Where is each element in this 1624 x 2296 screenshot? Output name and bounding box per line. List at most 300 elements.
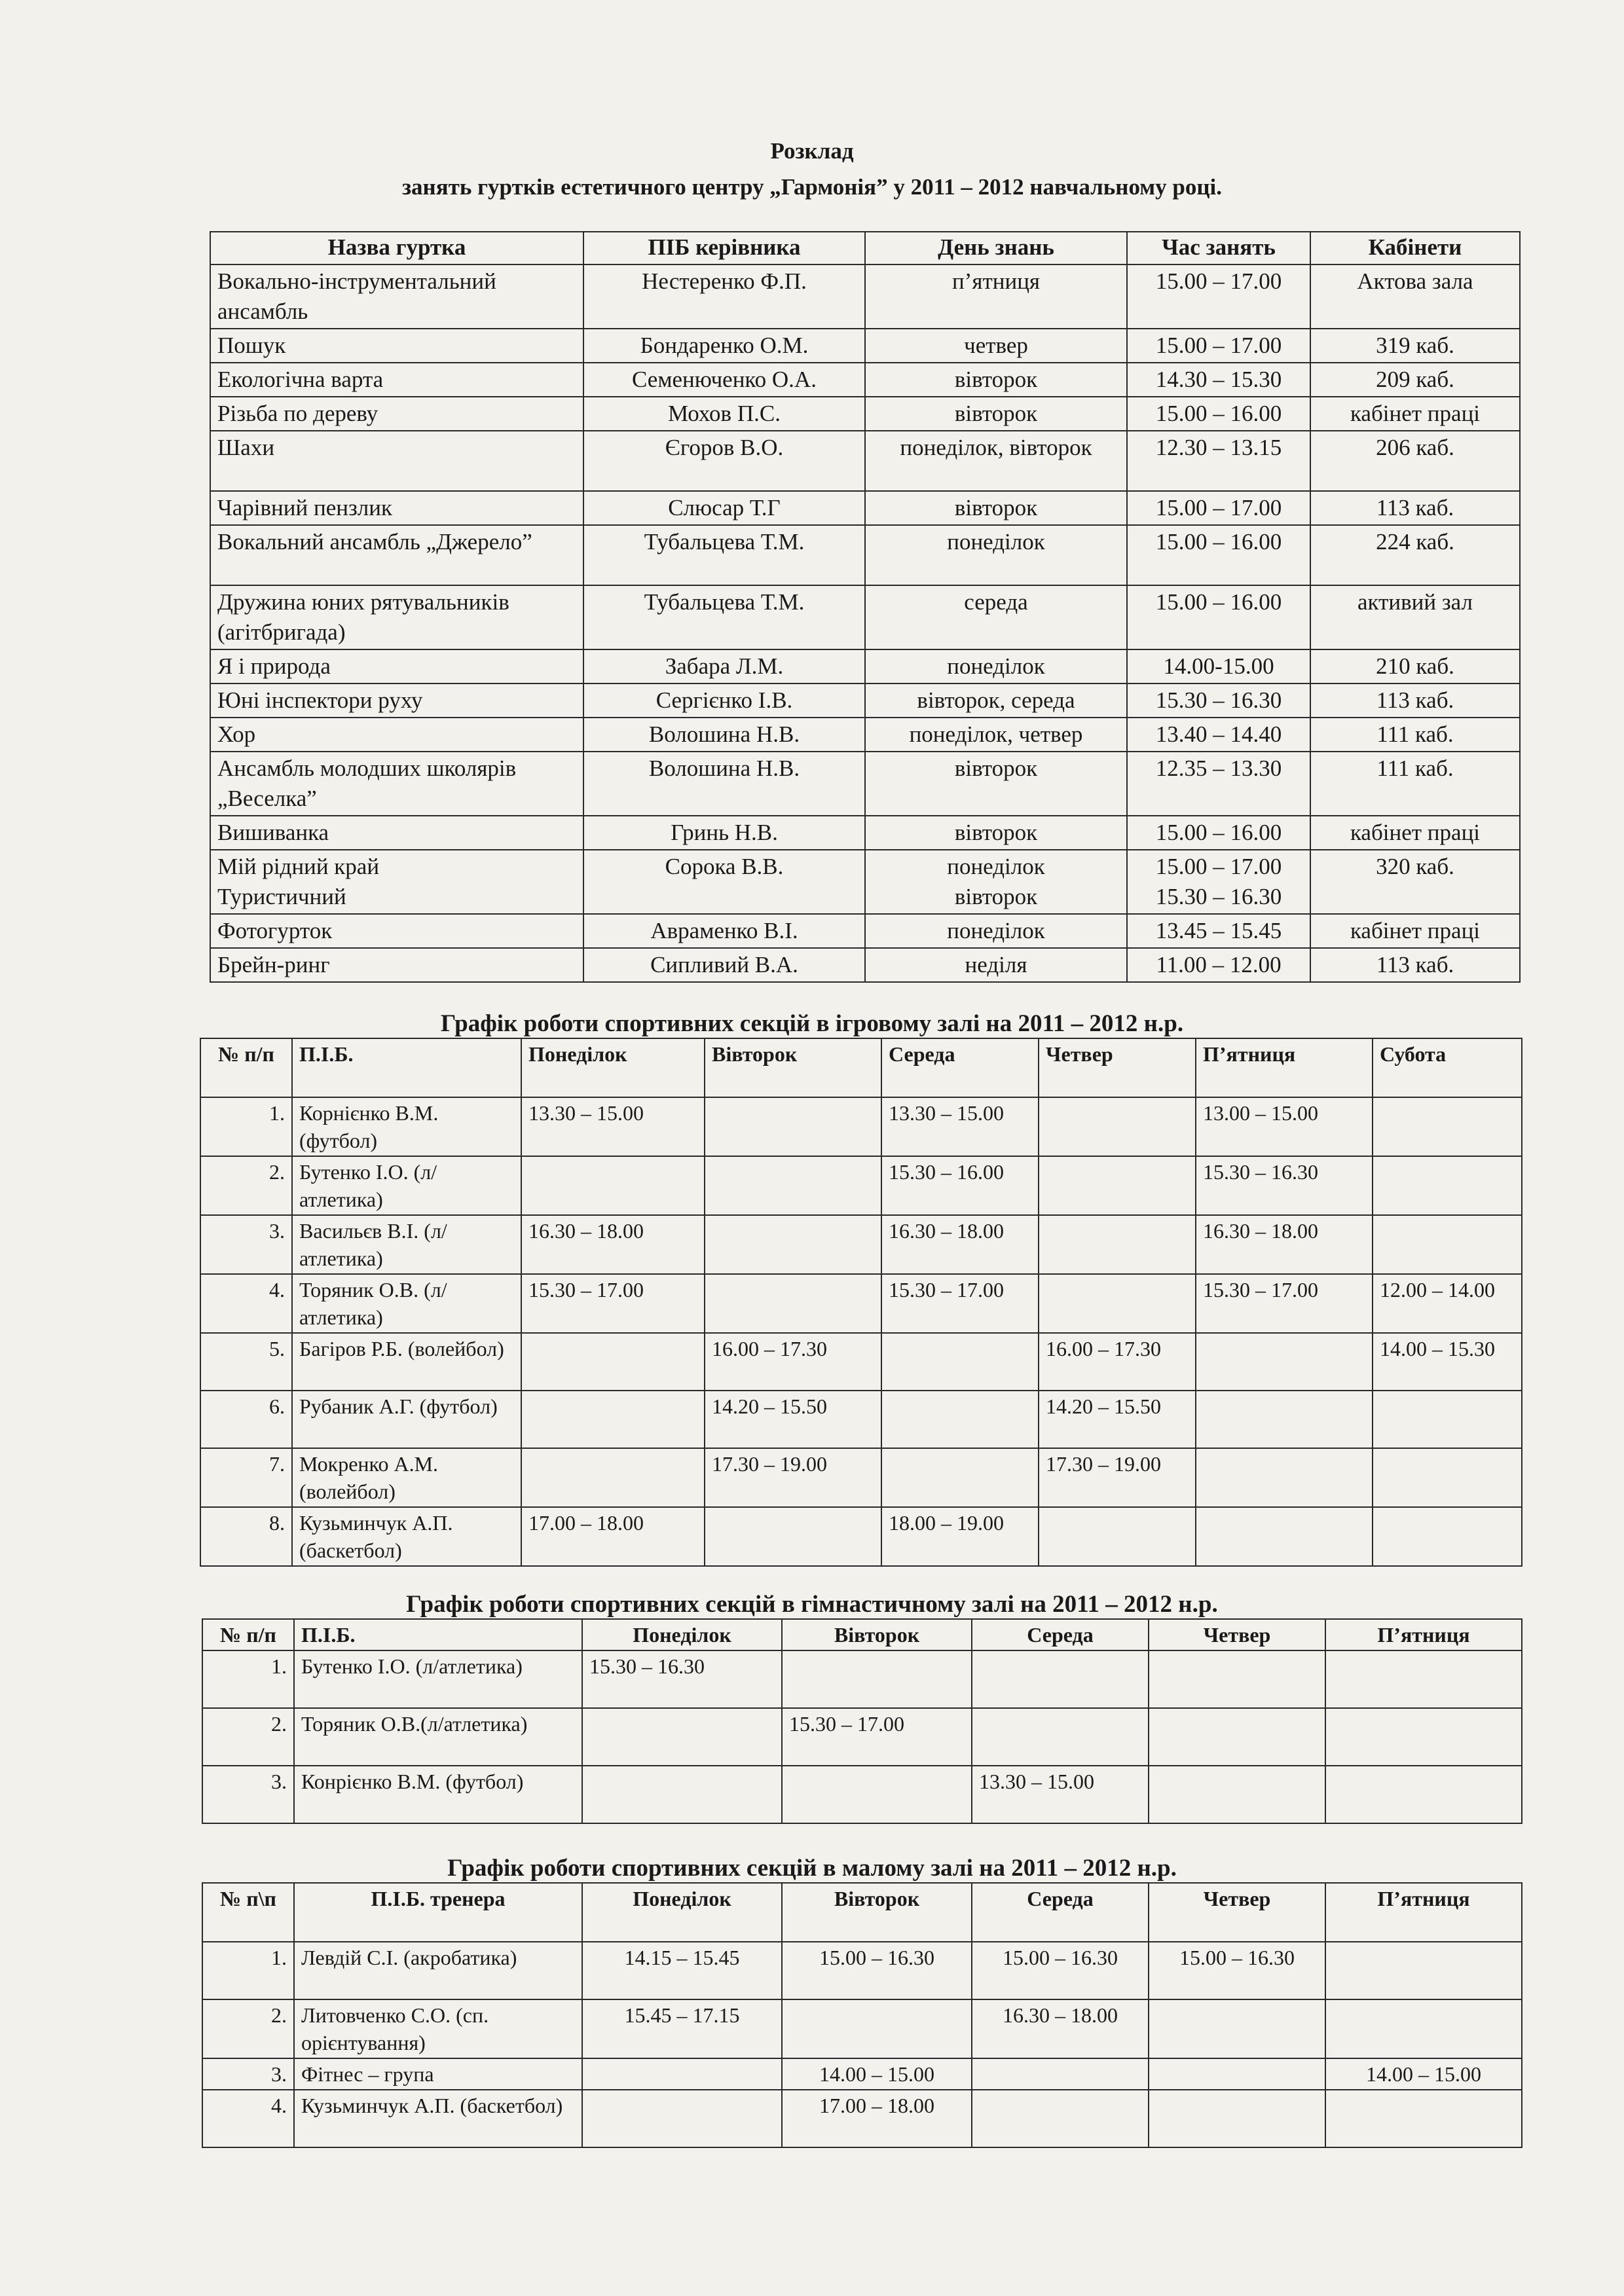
time-slot bbox=[582, 1708, 782, 1766]
name-text: Екологічна варта bbox=[217, 367, 384, 392]
cell-day bbox=[865, 329, 1127, 363]
leader-text: Волошина Н.В. bbox=[648, 721, 800, 747]
cell-room bbox=[1310, 649, 1520, 683]
row-number: 1. bbox=[202, 1650, 294, 1708]
cell-leader bbox=[583, 363, 865, 397]
table-header-row bbox=[210, 232, 1520, 264]
column-header: Понеділок bbox=[582, 1883, 782, 1942]
time-slot: 15.45 – 17.15 bbox=[582, 1999, 782, 2058]
column-header: Четвер bbox=[1039, 1038, 1196, 1097]
time-slot: 14.15 – 15.45 bbox=[582, 1942, 782, 1999]
room-text: 111 каб. bbox=[1376, 721, 1454, 747]
leader-text: Сорока В.В. bbox=[665, 854, 784, 879]
cell-room bbox=[1310, 914, 1520, 948]
time-text: 14.30 – 15.30 bbox=[1155, 367, 1282, 392]
table-header-row bbox=[200, 1038, 1522, 1097]
time-slot: 13.00 – 15.00 bbox=[1196, 1097, 1373, 1156]
column-header: Кабінети bbox=[1310, 232, 1520, 264]
time-slot bbox=[705, 1097, 881, 1156]
table-row bbox=[210, 649, 1520, 683]
time-slot: 14.00 – 15.00 bbox=[782, 2058, 972, 2090]
table-row bbox=[200, 1274, 1522, 1333]
day-text: вівторок bbox=[954, 367, 1038, 392]
cell-name bbox=[210, 329, 583, 363]
table-row bbox=[202, 1766, 1522, 1823]
row-number: 1. bbox=[200, 1097, 292, 1156]
time-slot bbox=[1039, 1215, 1196, 1274]
time-slot bbox=[782, 1999, 972, 2058]
table-row bbox=[210, 718, 1520, 752]
time-slot: 16.30 – 18.00 bbox=[521, 1215, 705, 1274]
cell-time bbox=[1127, 363, 1310, 397]
cell-time bbox=[1127, 752, 1310, 816]
column-header: № п\п bbox=[202, 1883, 294, 1942]
cell-room bbox=[1310, 850, 1520, 914]
day-text: вівторок bbox=[954, 401, 1038, 426]
document-title: Розклад bbox=[770, 138, 854, 164]
room-text: 224 каб. bbox=[1376, 529, 1454, 555]
coach-name: Кузьминчук А.П. (баскетбол) bbox=[292, 1507, 521, 1566]
cell-leader bbox=[583, 431, 865, 491]
cell-name bbox=[210, 525, 583, 585]
row-number: 8. bbox=[200, 1507, 292, 1566]
time-slot bbox=[705, 1156, 881, 1215]
leader-text: Волошина Н.В. bbox=[648, 756, 800, 781]
table-row bbox=[202, 2090, 1522, 2147]
cell-day bbox=[865, 948, 1127, 982]
time-slot bbox=[881, 1391, 1039, 1448]
time-slot: 15.30 – 17.00 bbox=[1196, 1274, 1373, 1333]
gym-hall-heading: Графік роботи спортивних секцій в гімнастичному залі на 2011 – 2012 н.р. bbox=[406, 1591, 1218, 1618]
name-text: Фотогурток bbox=[217, 918, 333, 943]
time-slot: 15.30 – 17.00 bbox=[782, 1708, 972, 1766]
time-slot: 16.30 – 18.00 bbox=[1196, 1215, 1373, 1274]
time-slot bbox=[881, 1333, 1039, 1391]
time-slot bbox=[1325, 2090, 1522, 2147]
table-row bbox=[210, 752, 1520, 816]
name-text: Різьба по дереву bbox=[217, 401, 378, 426]
leader-text: Семенюченко О.А. bbox=[632, 367, 817, 392]
column-header: Вівторок bbox=[782, 1619, 972, 1650]
table-header-row bbox=[202, 1883, 1522, 1942]
column-header: № п/п bbox=[202, 1619, 294, 1650]
column-header: Понеділок bbox=[521, 1038, 705, 1097]
column-header: П.І.Б. bbox=[292, 1038, 521, 1097]
coach-name: Васильєв В.І. (л/атлетика) bbox=[292, 1215, 521, 1274]
time-slot bbox=[1149, 2058, 1325, 2090]
row-number: 3. bbox=[202, 1766, 294, 1823]
time-slot bbox=[1149, 1650, 1325, 1708]
coach-name: Бутенко І.О. (л/атлетика) bbox=[292, 1156, 521, 1215]
time-slot: 14.20 – 15.50 bbox=[705, 1391, 881, 1448]
cell-name bbox=[210, 816, 583, 850]
time-slot: 17.30 – 19.00 bbox=[1039, 1448, 1196, 1507]
day-text: середа bbox=[964, 589, 1028, 615]
time-text: 12.30 – 13.15 bbox=[1155, 435, 1282, 460]
cell-day bbox=[865, 683, 1127, 718]
row-number: 1. bbox=[202, 1942, 294, 1999]
time-slot bbox=[1325, 1942, 1522, 1999]
day-text: вівторок bbox=[954, 495, 1038, 520]
coach-name: Багіров Р.Б. (волейбол) bbox=[292, 1333, 521, 1391]
time-text: 13.40 – 14.40 bbox=[1155, 721, 1282, 747]
time-slot: 15.30 – 16.00 bbox=[881, 1156, 1039, 1215]
leader-text: Авраменко В.І. bbox=[650, 918, 798, 943]
table-row bbox=[210, 329, 1520, 363]
cell-time bbox=[1127, 816, 1310, 850]
time-slot: 12.00 – 14.00 bbox=[1373, 1274, 1522, 1333]
table-row bbox=[200, 1391, 1522, 1448]
cell-time bbox=[1127, 718, 1310, 752]
day-text: понеділок bbox=[947, 653, 1045, 679]
coach-name: Торяник О.В. (л/атлетика) bbox=[292, 1274, 521, 1333]
cell-room bbox=[1310, 525, 1520, 585]
column-header: П’ятниця bbox=[1325, 1883, 1522, 1942]
day-text-second: вівторок bbox=[954, 884, 1038, 909]
time-slot: 14.00 – 15.00 bbox=[1325, 2058, 1522, 2090]
cell-room bbox=[1310, 948, 1520, 982]
cell-name bbox=[210, 431, 583, 491]
time-slot: 13.30 – 15.00 bbox=[972, 1766, 1149, 1823]
cell-time bbox=[1127, 585, 1310, 649]
column-header: П’ятниця bbox=[1196, 1038, 1373, 1097]
cell-room bbox=[1310, 431, 1520, 491]
table-row bbox=[210, 683, 1520, 718]
cell-day bbox=[865, 718, 1127, 752]
room-text: 209 каб. bbox=[1376, 367, 1454, 392]
time-slot bbox=[582, 2090, 782, 2147]
cell-day bbox=[865, 914, 1127, 948]
leader-text: Тубальцева Т.М. bbox=[644, 529, 805, 555]
column-header: Час занять bbox=[1127, 232, 1310, 264]
column-header: Понеділок bbox=[582, 1619, 782, 1650]
time-slot: 16.00 – 17.30 bbox=[1039, 1333, 1196, 1391]
time-text: 15.00 – 16.00 bbox=[1155, 820, 1282, 845]
table-header-row bbox=[202, 1619, 1522, 1650]
name-text: Дружина юних рятувальників (агітбригада) bbox=[217, 589, 509, 645]
table-row bbox=[210, 850, 1520, 914]
row-number: 2. bbox=[202, 1999, 294, 2058]
cell-name bbox=[210, 264, 583, 329]
column-header: ПІБ керівника bbox=[583, 232, 865, 264]
small-hall-heading: Графік роботи спортивних секцій в малому залі на 2011 – 2012 н.р. bbox=[447, 1855, 1177, 1882]
time-slot bbox=[1196, 1507, 1373, 1566]
table-row bbox=[210, 585, 1520, 649]
cell-leader bbox=[583, 525, 865, 585]
time-slot: 13.30 – 15.00 bbox=[521, 1097, 705, 1156]
time-slot bbox=[1039, 1274, 1196, 1333]
cell-time bbox=[1127, 948, 1310, 982]
row-number: 2. bbox=[202, 1708, 294, 1766]
name-text: Шахи bbox=[217, 435, 275, 460]
room-text: кабінет праці bbox=[1350, 401, 1481, 426]
cell-time bbox=[1127, 649, 1310, 683]
table-row bbox=[200, 1215, 1522, 1274]
column-header: П.І.Б. bbox=[294, 1619, 582, 1650]
time-text: 15.00 – 16.00 bbox=[1155, 401, 1282, 426]
cell-time bbox=[1127, 683, 1310, 718]
time-slot bbox=[705, 1274, 881, 1333]
column-header: № п/п bbox=[200, 1038, 292, 1097]
cell-day bbox=[865, 264, 1127, 329]
table-row bbox=[202, 1650, 1522, 1708]
cell-day bbox=[865, 525, 1127, 585]
time-slot bbox=[1039, 1097, 1196, 1156]
time-slot bbox=[1373, 1215, 1522, 1274]
game-hall-heading: Графік роботи спортивних секцій в ігровому залі на 2011 – 2012 н.р. bbox=[440, 1010, 1184, 1037]
time-text: 15.00 – 17.00 bbox=[1155, 495, 1282, 520]
table-row bbox=[200, 1097, 1522, 1156]
day-text: понеділок, четвер bbox=[909, 721, 1083, 747]
cell-day bbox=[865, 752, 1127, 816]
cell-day bbox=[865, 816, 1127, 850]
room-text: 113 каб. bbox=[1376, 687, 1454, 713]
game-hall-table bbox=[200, 1038, 1522, 1567]
small-hall-table bbox=[202, 1882, 1522, 2148]
time-slot bbox=[881, 1448, 1039, 1507]
clubs-schedule-table bbox=[210, 231, 1521, 983]
time-slot: 16.30 – 18.00 bbox=[972, 1999, 1149, 2058]
name-text: Брейн-ринг bbox=[217, 952, 330, 977]
cell-leader bbox=[583, 816, 865, 850]
column-header: Вівторок bbox=[782, 1883, 972, 1942]
column-header: Вівторок bbox=[705, 1038, 881, 1097]
column-header: Четвер bbox=[1149, 1883, 1325, 1942]
cell-day bbox=[865, 850, 1127, 914]
cell-leader bbox=[583, 914, 865, 948]
time-slot bbox=[972, 1650, 1149, 1708]
cell-time bbox=[1127, 491, 1310, 525]
cell-leader bbox=[583, 329, 865, 363]
time-slot bbox=[1373, 1391, 1522, 1448]
row-number: 5. bbox=[200, 1333, 292, 1391]
cell-leader bbox=[583, 683, 865, 718]
cell-leader bbox=[583, 948, 865, 982]
cell-name bbox=[210, 850, 583, 914]
cell-name bbox=[210, 683, 583, 718]
time-slot bbox=[1325, 1650, 1522, 1708]
row-number: 6. bbox=[200, 1391, 292, 1448]
time-slot bbox=[582, 1766, 782, 1823]
coach-name: Кузьминчук А.П. (баскетбол) bbox=[294, 2090, 582, 2147]
cell-day bbox=[865, 397, 1127, 431]
cell-name bbox=[210, 914, 583, 948]
time-text: 15.00 – 17.00 bbox=[1155, 268, 1282, 294]
table-row bbox=[200, 1448, 1522, 1507]
cell-time bbox=[1127, 264, 1310, 329]
time-slot: 15.30 – 17.00 bbox=[521, 1274, 705, 1333]
day-text: вівторок bbox=[954, 756, 1038, 781]
table-row bbox=[202, 1999, 1522, 2058]
time-slot bbox=[1325, 1999, 1522, 2058]
cell-day bbox=[865, 491, 1127, 525]
time-slot: 17.30 – 19.00 bbox=[705, 1448, 881, 1507]
time-slot: 18.00 – 19.00 bbox=[881, 1507, 1039, 1566]
leader-text: Мохов П.С. bbox=[668, 401, 781, 426]
time-slot bbox=[1149, 1766, 1325, 1823]
time-slot bbox=[1039, 1507, 1196, 1566]
table-row bbox=[202, 2058, 1522, 2090]
cell-leader bbox=[583, 491, 865, 525]
cell-room bbox=[1310, 718, 1520, 752]
time-text: 14.00-15.00 bbox=[1163, 653, 1274, 679]
cell-room bbox=[1310, 363, 1520, 397]
name-text: Вокально-інструментальний ансамбль bbox=[217, 268, 496, 324]
time-slot bbox=[705, 1507, 881, 1566]
leader-text: Тубальцева Т.М. bbox=[644, 589, 805, 615]
day-text: вівторок bbox=[954, 820, 1038, 845]
leader-text: Сипливий В.А. bbox=[650, 952, 798, 977]
cell-room bbox=[1310, 683, 1520, 718]
table-row bbox=[210, 816, 1520, 850]
time-slot: 15.00 – 16.30 bbox=[972, 1942, 1149, 1999]
time-slot bbox=[1373, 1097, 1522, 1156]
time-slot: 14.20 – 15.50 bbox=[1039, 1391, 1196, 1448]
time-text: 15.00 – 17.00 bbox=[1155, 333, 1282, 358]
name-text: Чарівний пензлик bbox=[217, 495, 392, 520]
time-slot: 17.00 – 18.00 bbox=[521, 1507, 705, 1566]
column-header: Субота bbox=[1373, 1038, 1522, 1097]
time-slot: 17.00 – 18.00 bbox=[782, 2090, 972, 2147]
time-slot bbox=[782, 1766, 972, 1823]
time-slot bbox=[972, 2090, 1149, 2147]
time-slot bbox=[1149, 2090, 1325, 2147]
time-slot bbox=[782, 1650, 972, 1708]
row-number: 7. bbox=[200, 1448, 292, 1507]
cell-room bbox=[1310, 816, 1520, 850]
room-text: Актова зала bbox=[1357, 268, 1473, 294]
table-row bbox=[200, 1156, 1522, 1215]
cell-day bbox=[865, 649, 1127, 683]
cell-leader bbox=[583, 585, 865, 649]
time-slot bbox=[972, 1708, 1149, 1766]
time-slot: 15.30 – 17.00 bbox=[881, 1274, 1039, 1333]
time-slot bbox=[1325, 1708, 1522, 1766]
column-header: Четвер bbox=[1149, 1619, 1325, 1650]
day-text: понеділок, вівторок bbox=[900, 435, 1092, 460]
time-slot bbox=[582, 2058, 782, 2090]
cell-time bbox=[1127, 914, 1310, 948]
leader-text: Єгоров В.О. bbox=[665, 435, 784, 460]
time-slot bbox=[1196, 1333, 1373, 1391]
cell-leader bbox=[583, 649, 865, 683]
name-text: Вокальний ансамбль „Джерело” bbox=[217, 529, 532, 555]
time-slot bbox=[521, 1333, 705, 1391]
time-slot bbox=[1373, 1507, 1522, 1566]
time-slot bbox=[1039, 1156, 1196, 1215]
time-slot: 15.30 – 16.30 bbox=[1196, 1156, 1373, 1215]
cell-leader bbox=[583, 752, 865, 816]
column-header: День знань bbox=[865, 232, 1127, 264]
coach-name: Бутенко І.О. (л/атлетика) bbox=[294, 1650, 582, 1708]
row-number: 4. bbox=[202, 2090, 294, 2147]
name-text: Хор bbox=[217, 721, 256, 747]
time-slot bbox=[1373, 1156, 1522, 1215]
day-text: четвер bbox=[964, 333, 1028, 358]
room-text: активий зал bbox=[1357, 589, 1473, 615]
cell-room bbox=[1310, 585, 1520, 649]
row-number: 3. bbox=[200, 1215, 292, 1274]
time-text: 15.30 – 16.30 bbox=[1155, 687, 1282, 713]
room-text: 210 каб. bbox=[1376, 653, 1454, 679]
leader-text: Слюсар Т.Г bbox=[668, 495, 781, 520]
time-slot: 13.30 – 15.00 bbox=[881, 1097, 1039, 1156]
time-text: 15.00 – 16.00 bbox=[1155, 589, 1282, 615]
day-text: понеділок bbox=[947, 529, 1045, 555]
day-text: неділя bbox=[965, 952, 1027, 977]
time-slot bbox=[1196, 1448, 1373, 1507]
time-slot bbox=[521, 1156, 705, 1215]
time-slot bbox=[1373, 1448, 1522, 1507]
table-row bbox=[210, 525, 1520, 585]
day-text: п’ятниця bbox=[951, 268, 1041, 294]
leader-text: Нестеренко Ф.П. bbox=[642, 268, 807, 294]
time-slot bbox=[972, 2058, 1149, 2090]
document-subtitle: занять гуртків естетичного центру „Гармонія” у 2011 – 2012 навчальному році. bbox=[401, 174, 1223, 200]
cell-room bbox=[1310, 397, 1520, 431]
cell-leader bbox=[583, 718, 865, 752]
coach-name: Литовченко С.О. (сп. орієнтування) bbox=[294, 1999, 582, 2058]
time-slot bbox=[1149, 1708, 1325, 1766]
day-text: понеділок bbox=[947, 918, 1045, 943]
table-row bbox=[202, 1942, 1522, 1999]
time-slot bbox=[1196, 1391, 1373, 1448]
cell-time bbox=[1127, 850, 1310, 914]
cell-leader bbox=[583, 264, 865, 329]
cell-leader bbox=[583, 397, 865, 431]
name-text-second: Туристичний bbox=[217, 884, 346, 909]
cell-day bbox=[865, 585, 1127, 649]
coach-name: Торяник О.В.(л/атлетика) bbox=[294, 1708, 582, 1766]
time-text: 15.00 – 17.00 bbox=[1155, 854, 1282, 879]
table-row bbox=[210, 491, 1520, 525]
leader-text: Сергієнко І.В. bbox=[655, 687, 793, 713]
cell-name bbox=[210, 948, 583, 982]
table-row bbox=[202, 1708, 1522, 1766]
column-header: П’ятниця bbox=[1325, 1619, 1522, 1650]
cell-name bbox=[210, 718, 583, 752]
time-text: 15.00 – 16.00 bbox=[1155, 529, 1282, 555]
table-row bbox=[210, 431, 1520, 491]
gym-hall-table bbox=[202, 1618, 1522, 1824]
time-slot: 16.30 – 18.00 bbox=[881, 1215, 1039, 1274]
name-text: Ансамбль молодших школярів „Веселка” bbox=[217, 756, 517, 811]
column-header: Середа bbox=[972, 1619, 1149, 1650]
time-text: 11.00 – 12.00 bbox=[1156, 952, 1282, 977]
time-slot: 15.00 – 16.30 bbox=[782, 1942, 972, 1999]
day-text: понеділок bbox=[947, 854, 1045, 879]
time-slot bbox=[705, 1215, 881, 1274]
table-row bbox=[200, 1333, 1522, 1391]
table-row bbox=[210, 948, 1520, 982]
column-header: Середа bbox=[881, 1038, 1039, 1097]
leader-text: Бондаренко О.М. bbox=[640, 333, 809, 358]
time-text: 12.35 – 13.30 bbox=[1155, 756, 1282, 781]
cell-name bbox=[210, 397, 583, 431]
name-text: Юні інспектори руху bbox=[217, 687, 423, 713]
cell-day bbox=[865, 431, 1127, 491]
coach-name: Мокренко А.М. (волейбол) bbox=[292, 1448, 521, 1507]
row-number: 4. bbox=[200, 1274, 292, 1333]
time-slot bbox=[1149, 1999, 1325, 2058]
name-text: Я і природа bbox=[217, 653, 331, 679]
room-text: 319 каб. bbox=[1376, 333, 1454, 358]
time-slot: 15.00 – 16.30 bbox=[1149, 1942, 1325, 1999]
row-number: 2. bbox=[200, 1156, 292, 1215]
cell-room bbox=[1310, 491, 1520, 525]
room-text: 113 каб. bbox=[1376, 495, 1454, 520]
room-text: кабінет праці bbox=[1350, 820, 1481, 845]
